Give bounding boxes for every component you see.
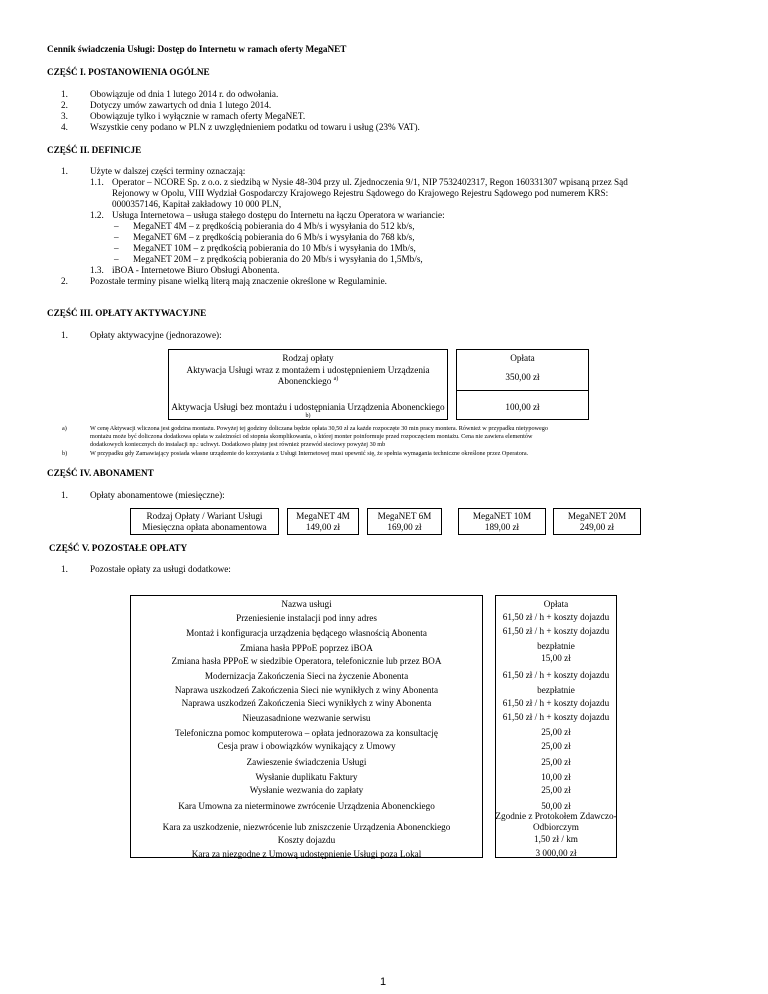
table-cell: Nieuzasadnione wezwanie serwisu	[242, 713, 371, 723]
table-cell: bezpłatnie	[537, 641, 575, 651]
list-number: 1.	[61, 330, 68, 340]
table-cell: Wysłanie wezwania do zapłaty	[249, 785, 364, 795]
column-header: Opłata	[543, 599, 569, 609]
table-cell: 61,50 zł / h + koszty dojazdu	[502, 626, 610, 636]
column-header: Rodzaj opłaty	[282, 353, 334, 363]
plan-name: MegaNET 6M	[377, 511, 432, 521]
section2-title: CZĘŚĆ II. DEFINICJE	[47, 145, 142, 155]
footnote-label: a)	[62, 425, 67, 432]
table-cell: Aktywacja Usługi wraz z montażem i udostępnieniem Urządzenia	[186, 365, 430, 375]
table-cell: 1,50 zł / km	[534, 834, 578, 844]
row-header: Rodzaj Opłaty / Wariant Usługi	[146, 511, 263, 521]
table-cell	[168, 376, 448, 387]
table-cell: 25,00 zł	[541, 785, 571, 795]
dash-bullet: –	[114, 243, 119, 253]
table-cell: 61,50 zł / h + koszty dojazdu	[502, 712, 610, 722]
definitions-other-terms: Pozostałe terminy pisane wielką literą mają znaczenie określone w Regulaminie.	[90, 276, 387, 286]
list-item: Obowiązuje tylko i wyłącznie w ramach oferty MegaNET.	[90, 111, 306, 121]
definition-operator: Rejonowy w Opolu, VIII Wydział Gospodarczy Krajowego Rejestru Sądowego do Krajowego Rejestru Sądowego pod numerem KRS:	[112, 188, 609, 198]
section5-title: CZĘŚĆ V. POZOSTAŁE OPŁATY	[49, 543, 188, 553]
table-cell: 50,00 zł	[541, 801, 571, 811]
table-cell: 3 000,00 zł	[535, 848, 577, 858]
table-cell: Zmiana hasła PPPoE w siedzibie Operatora, telefonicznie lub przez BOA	[171, 656, 442, 666]
plan-price: 189,00 zł	[484, 522, 520, 532]
definitions-intro: Użyte w dalszej części terminy oznaczają:	[90, 166, 246, 176]
variant-item: MegaNET 10M – z prędkością pobierania do 10 Mb/s i wysyłania do 1Mb/s,	[133, 243, 416, 253]
list-item: Obowiązuje od dnia 1 lutego 2014 r. do odwołania.	[90, 89, 279, 99]
table-cell: Cesja praw i obowiązków wynikający z Umowy	[217, 741, 396, 751]
table-cell: Kara za niezgodne z Umową udostępnienie Usługi poza Lokal	[191, 849, 422, 859]
variant-item: MegaNET 4M – z prędkością pobierania do 4 Mb/s i wysyłania do 512 kb/s,	[133, 221, 415, 231]
footnote-label: b)	[62, 450, 68, 457]
section3-title: CZĘŚĆ III. OPŁATY AKTYWACYJNE	[47, 308, 207, 318]
activation-fees-intro: Opłaty aktywacyjne (jednorazowe):	[90, 330, 222, 340]
table-cell: 61,50 zł / h + koszty dojazdu	[502, 698, 610, 708]
plan-name: MegaNET 20M	[567, 511, 627, 521]
definition-number: 1.2.	[90, 210, 104, 220]
table-cell: 25,00 zł	[541, 741, 571, 751]
definition-number: 1.3.	[90, 265, 104, 275]
subscription-intro: Opłaty abonamentowe (miesięczne):	[90, 490, 225, 500]
definition-operator: 0000357146, Kapitał zakładowy 10 000 PLN,	[112, 199, 282, 209]
footnote-ref: b)	[305, 412, 311, 419]
table-cell: Kara Umowna za nieterminowe zwrócenie Urządzenia Abonenckiego	[178, 801, 435, 811]
plan-name: MegaNET 4M	[296, 511, 350, 521]
table-cell: Telefoniczna pomoc komputerowa – opłata jednorazowa za konsultację	[175, 728, 438, 738]
section4-title: CZĘŚĆ IV. ABONAMENT	[47, 468, 154, 478]
row-header: Miesięczna opłata abonamentowa	[142, 522, 267, 532]
document-title: Cennik świadczenia Usługi: Dostęp do Internetu w ramach oferty MegaNET	[47, 44, 347, 54]
table-cell: Wysłanie duplikatu Faktury	[255, 772, 358, 782]
definition-service: Usługa Internetowa – usługa stałego dostępu do Internetu na łączu Operatora w wariancie:	[112, 210, 445, 220]
variant-item: MegaNET 20M – z prędkością pobierania do 20 Mb/s i wysyłania do 1,5Mb/s,	[133, 254, 423, 264]
plan-price: 149,00 zł	[305, 522, 341, 532]
table-cell: Kara za uszkodzenie, niezwrócenie lub zniszczenie Urządzenia Abonenckiego	[162, 822, 451, 832]
table-cell: 61,50 zł / h + koszty dojazdu	[502, 670, 610, 680]
table-cell: 10,00 zł	[541, 772, 571, 782]
footnote-text: dodatkowych koniecznych do instalacji np.: uchwyt. Dodatkowo płatny jest również przewód sieciowy powyżej 30 mb	[90, 441, 386, 448]
table-cell: 25,00 zł	[541, 757, 571, 767]
table-cell-text: Abonenckiego	[277, 376, 332, 386]
table-cell: Odbiorczym	[533, 822, 579, 832]
table-cell: 100,00 zł	[505, 402, 540, 412]
table-cell: 15,00 zł	[541, 653, 571, 663]
plan-name: MegaNET 10M	[472, 511, 532, 521]
dash-bullet: –	[114, 232, 119, 242]
table-cell: Zgodnie z Protokołem Zdawczo-	[495, 811, 617, 821]
table-cell: 350,00 zł	[505, 372, 540, 382]
table-cell: Naprawa uszkodzeń Zakończenia Sieci wynikłych z winy Abonenta	[181, 698, 432, 708]
column-header: Nazwa usługi	[281, 599, 332, 609]
plan-price: 169,00 zł	[387, 522, 422, 532]
dash-bullet: –	[114, 254, 119, 264]
list-item: Wszystkie ceny podano w PLN z uwzględnieniem podatku od towaru i usług (23% VAT).	[90, 122, 420, 132]
list-number: 1.	[61, 166, 68, 176]
plan-price: 249,00 zł	[579, 522, 615, 532]
table-cell: Koszty dojazdu	[277, 835, 336, 845]
column-header: Opłata	[510, 353, 535, 363]
table-cell: Zawieszenie świadczenia Usługi	[246, 757, 367, 767]
table-cell: Naprawa uszkodzeń Zakończenia Sieci nie wynikłych z winy Abonenta	[174, 685, 439, 695]
table-cell	[168, 402, 448, 424]
list-number: 4.	[61, 122, 68, 132]
variant-item: MegaNET 6M – z prędkością pobierania do 6 Mb/s i wysyłania do 768 kb/s,	[133, 232, 415, 242]
definition-number: 1.1.	[90, 177, 104, 187]
list-number: 1.	[61, 564, 68, 574]
footnote-text: W cenę Aktywacji wliczona jest godzina montażu. Powyżej tej godziny doliczana będzie opłata 30,50 zł za każde rozpoczęte 30 min pracy montera. Również w przypadku nietypowego	[90, 425, 548, 432]
list-number: 1.	[61, 89, 68, 99]
table-cell: Zmiana hasła PPPoE poprzez iBOA	[240, 643, 373, 653]
table-cell-text: Aktywacja Usługi bez montażu i udostępniania Urządzenia Abonenckiego	[171, 402, 445, 412]
page-number: 1	[380, 976, 387, 988]
footnote-ref: a)	[333, 375, 339, 382]
table-cell: Montaż i konfiguracja urządzenia będącego własnością Abonenta	[186, 628, 427, 638]
table-cell: bezpłatnie	[537, 685, 575, 695]
table-cell: 61,50 zł / h + koszty dojazdu	[502, 612, 610, 622]
list-number: 2.	[61, 100, 68, 110]
list-number: 1.	[61, 490, 68, 500]
section1-title: CZĘŚĆ I. POSTANOWIENIA OGÓLNE	[47, 67, 210, 77]
footnote-text: montażu może być doliczona dodatkowa opłata w zależności od stopnia skomplikowania, o której monter poinformuje przed rozpoczęciem montażu. Cena nie zawiera elementów	[90, 433, 533, 440]
other-fees-intro: Pozostałe opłaty za usługi dodatkowe:	[90, 564, 231, 574]
definition-operator: Operator – NCORE Sp. z o.o. z siedzibą w Nysie 48-304 przy ul. Zjednoczenia 9/1, NIP 7532402317, Regon 160331307 wpisaną przez Sąd	[112, 177, 628, 187]
definition-iboa: iBOA - Internetowe Biuro Obsługi Abonenta.	[112, 265, 280, 275]
dash-bullet: –	[114, 221, 119, 231]
table-cell: Przeniesienie instalacji pod inny adres	[236, 613, 377, 623]
footnote-text: W przypadku gdy Zamawiający posiada własne urządzenie do korzystania z Usługi Internetowej musi upewnić się, że spełnia wymagania techniczne określone przez Operatora.	[90, 450, 529, 457]
list-number: 3.	[61, 111, 68, 121]
list-item: Dotyczy umów zawartych od dnia 1 lutego 2014.	[90, 100, 272, 110]
table-cell: 25,00 zł	[541, 727, 571, 737]
list-number: 2.	[61, 276, 68, 286]
table-cell: Modernizacja Zakończenia Sieci na życzenie Abonenta	[204, 671, 409, 681]
